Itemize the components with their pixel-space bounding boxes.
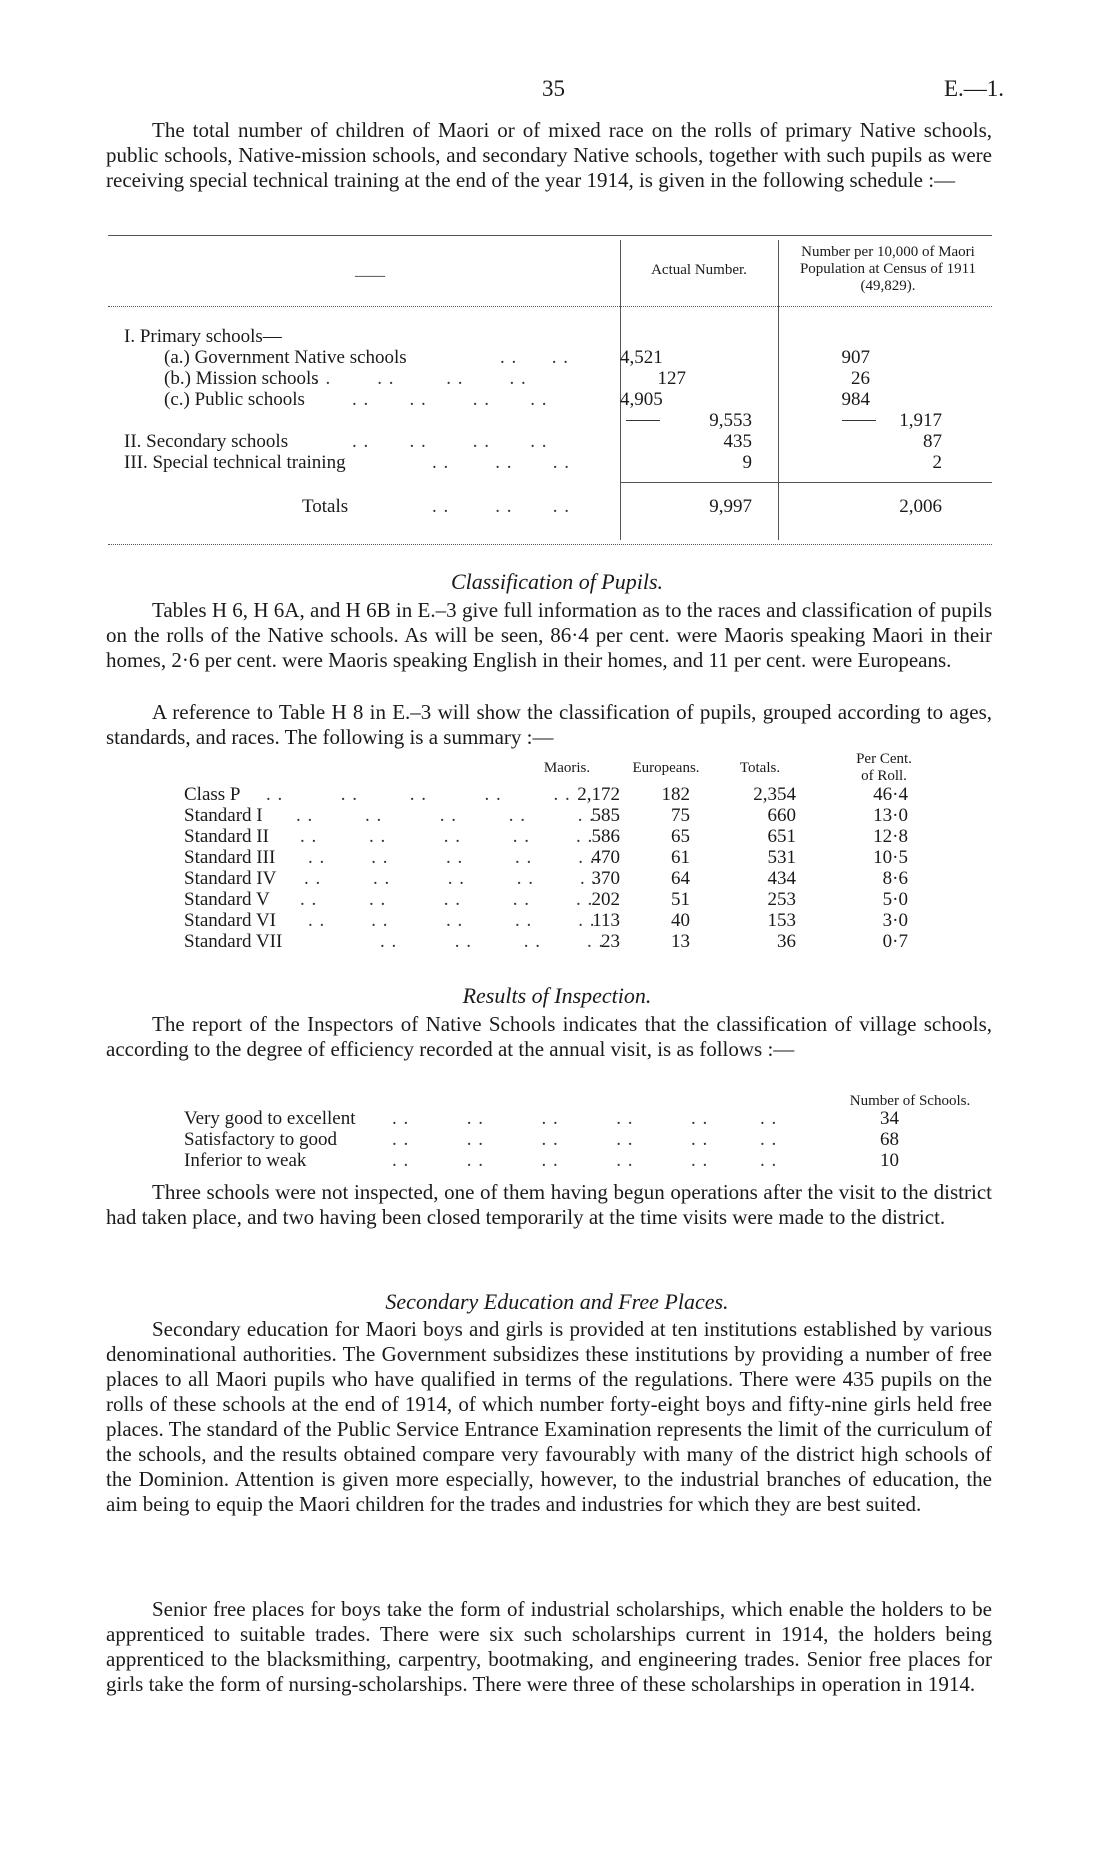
secondary-paragraph-1: Secondary education for Maori boys and girls is provided at ten institutions established by various denominational authorities. The Government subsidizes these institutions by providing a number of free places to all Maori pupils who have qualified in terms of the regulations. There were 435 pupils on the rolls of these schools at the end of 1914, of which number forty-eight boys and fifty-nine girls held free places. The standard of the Public Service Entrance Examination represents the limit of the curriculum of the schools, and the results obtained compare very favourably with many of the district high schools of the Dominion. Attention is given more especially, however, to the industrial branches of education, the aim being to equip the Maori children for the trades and industries for which they are best suited. (106, 1317, 992, 1516)
secondary-actual: 435 (723, 431, 752, 452)
leader-dots: . . . . . . (432, 496, 570, 517)
class-row-europeans: 61 (671, 847, 690, 868)
per-public: 984 (841, 389, 870, 410)
table-col-divider-2 (778, 240, 779, 540)
class-row-maoris: 23 (601, 931, 620, 952)
secondary-schools-label: II. Secondary schools (124, 431, 289, 452)
actual-government: 4,521 (620, 347, 663, 368)
leader-dots: . . . . . . (432, 452, 570, 473)
per-government: 907 (841, 347, 870, 368)
class-row-maoris: 586 (591, 826, 620, 847)
totals-per: 2,006 (899, 496, 942, 517)
inspection-paragraph-2: Three schools were not inspected, one of them having begun operations after the visit to the district had taken place, and two having been closed temporarily at the time visits were made to the district. (106, 1180, 992, 1229)
leader-dots: . . . . . . . . (352, 431, 548, 452)
class-row-maoris: 2,172 (577, 784, 620, 805)
technical-training-label: III. Special technical training (124, 452, 346, 473)
leader-dots: . . . . (500, 347, 569, 368)
inspection-paragraph-1: The report of the Inspectors of Native Schools indicates that the classification of village schools, according to the degree of efficiency recorded at the annual visit, is as follows :— (106, 1012, 992, 1061)
secondary-paragraph-2: Senior free places for boys take the form of industrial scholarships, which enable the holders to be apprenticed to suitable trades. There were six such scholarships current in 1914, the holders being apprenticed to the blacksmithing, carpentry, bootmaking, and engineering trades. Senior free places for girls take the form of nursing-scholarships. There were three of these scholarships in operation in 1914. (106, 1597, 992, 1696)
class-row-totals: 660 (767, 805, 796, 826)
col-header-per-10000: Number per 10,000 of Maori Population at Census of 1911 (49,829). (799, 244, 977, 294)
leader-dots: . . . . . . . . (380, 931, 605, 952)
class-row-label: Standard V (184, 889, 270, 910)
actual-public: 4,905 (620, 389, 663, 410)
class-row-maoris: 202 (591, 889, 620, 910)
totals-label: Totals (302, 496, 349, 517)
class-row-totals: 651 (767, 826, 796, 847)
table-top-rule (108, 235, 992, 236)
class-row-label: Standard VII (184, 931, 283, 952)
technical-actual: 9 (742, 452, 752, 473)
leader-dots: . . . . . . . . (314, 368, 527, 389)
inspection-row-value: 34 (880, 1108, 899, 1129)
class-row-percent: 0·7 (882, 931, 908, 952)
col-header-maoris: Maoris. (543, 760, 591, 776)
leader-dots: . . . . . . . . . . (300, 826, 594, 847)
leader-dots: . . . . . . . . . . (300, 889, 594, 910)
class-row-percent: 13·0 (873, 805, 908, 826)
class-row-totals: 434 (767, 868, 796, 889)
technical-per: 2 (932, 452, 942, 473)
subtotal-dash (626, 420, 660, 421)
class-row-europeans: 65 (671, 826, 690, 847)
leader-dots: . . . . . . . . . . . . (392, 1129, 778, 1150)
leader-dots: . . . . . . . . . . . . (392, 1150, 778, 1171)
table-bottom-rule (108, 544, 992, 545)
class-row-europeans: 64 (671, 868, 690, 889)
col-header-totals: Totals. (739, 760, 781, 776)
class-row-europeans: 182 (661, 784, 690, 805)
row-label-public: (c.) Public schools (164, 389, 305, 410)
inspection-row-label: Inferior to weak (184, 1150, 307, 1171)
col-header-number-of-schools: Number of Schools. (849, 1093, 971, 1109)
class-row-europeans: 13 (671, 931, 690, 952)
row-label-mission: (b.) Mission schools (164, 368, 319, 389)
inspection-row-value: 10 (880, 1150, 899, 1171)
class-row-maoris: 585 (591, 805, 620, 826)
class-row-percent: 12·8 (873, 826, 908, 847)
per-mission: 26 (851, 368, 870, 389)
primary-total-actual: 9,553 (709, 410, 752, 431)
col-header-europeans: Europeans. (632, 760, 700, 776)
inspection-row-value: 68 (880, 1129, 899, 1150)
classification-heading: Classification of Pupils. (450, 569, 664, 594)
class-row-totals: 253 (767, 889, 796, 910)
class-row-totals: 531 (767, 847, 796, 868)
document-reference: E.—1. (943, 76, 1004, 101)
table-header-rule (108, 306, 992, 307)
leader-dots: . . . . . . . . . . (308, 847, 596, 868)
inspection-row-label: Satisfactory to good (184, 1129, 338, 1150)
secondary-per: 87 (923, 431, 942, 452)
leader-dots: . . . . . . . . . . (308, 910, 596, 931)
class-row-label: Standard I (184, 805, 263, 826)
primary-schools-label: I. Primary schools— (124, 326, 282, 347)
leader-dots: . . . . . . . . . . (304, 868, 598, 889)
class-row-europeans: 75 (671, 805, 690, 826)
primary-total-per: 1,917 (899, 410, 942, 431)
class-row-maoris: 370 (591, 868, 620, 889)
classification-paragraph-1: Tables H 6, H 6A, and H 6B in E.–3 give full information as to the races and classification of pupils on the rolls of the Native schools. As will be seen, 86·4 per cent. were Maoris speaking Maori in their homes, 2·6 per cent. were Maoris speaking English in their homes, and 11 per cent. were Europeans. (106, 598, 992, 672)
secondary-heading: Secondary Education and Free Places. (385, 1289, 729, 1314)
class-row-percent: 8·6 (882, 868, 908, 889)
totals-actual: 9,997 (709, 496, 752, 517)
class-row-percent: 5·0 (882, 889, 908, 910)
class-row-percent: 3·0 (882, 910, 908, 931)
col-header-actual: Actual Number. (651, 262, 747, 278)
subtotal-dash (842, 420, 876, 421)
actual-mission: 127 (657, 368, 686, 389)
col-header-blank: —— (355, 268, 385, 284)
class-row-label: Standard VI (184, 910, 276, 931)
leader-dots: . . . . . . . . (352, 389, 548, 410)
totals-rule (620, 482, 992, 483)
class-row-europeans: 51 (671, 889, 690, 910)
inspection-row-label: Very good to excellent (184, 1108, 356, 1129)
class-row-totals: 2,354 (753, 784, 796, 805)
intro-paragraph: The total number of children of Maori or of mixed race on the rolls of primary Native schools, public schools, Native-mission schools, and secondary Native schools, together with such pupils as were receiving special technical training at the end of the year 1914, is given in the following schedule :— (106, 118, 992, 192)
class-row-label: Standard III (184, 847, 276, 868)
class-row-maoris: 113 (592, 910, 620, 931)
class-row-europeans: 40 (671, 910, 690, 931)
col-header-percent: Per Cent. of Roll. (856, 751, 912, 784)
leader-dots: . . . . . . . . . . (266, 784, 571, 805)
class-row-label: Class P (184, 784, 241, 805)
class-row-totals: 36 (777, 931, 796, 952)
class-row-label: Standard II (184, 826, 269, 847)
inspection-heading: Results of Inspection. (462, 983, 652, 1008)
class-row-label: Standard IV (184, 868, 277, 889)
leader-dots: . . . . . . . . . . (296, 805, 595, 826)
classification-paragraph-2: A reference to Table H 8 in E.–3 will show the classification of pupils, grouped according to ages, standards, and races. The following is a summary :— (106, 700, 992, 749)
class-row-totals: 153 (767, 910, 796, 931)
page-number: 35 (542, 76, 565, 101)
class-row-percent: 10·5 (873, 847, 908, 868)
leader-dots: . . . . . . . . . . . . (392, 1108, 778, 1129)
class-row-percent: 46·4 (873, 784, 908, 805)
class-row-maoris: 470 (591, 847, 620, 868)
row-label-government: (a.) Government Native schools (164, 347, 407, 368)
